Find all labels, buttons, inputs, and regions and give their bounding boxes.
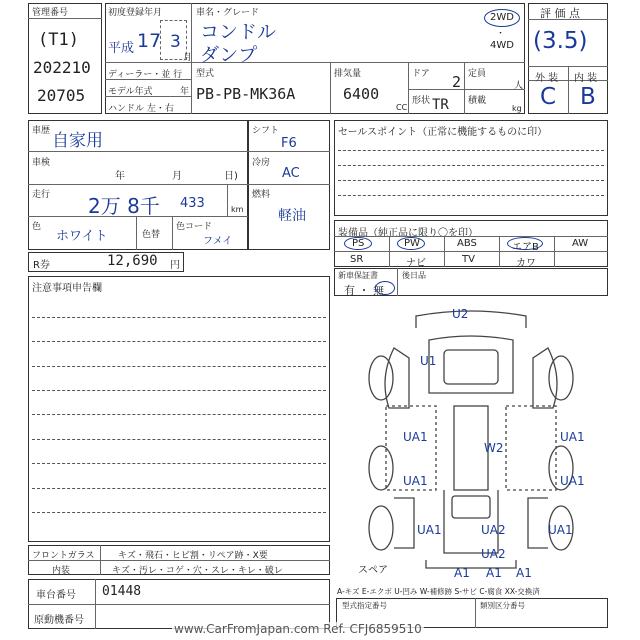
- mark-a1-3: A1: [516, 566, 532, 580]
- ps-circle: [344, 237, 372, 250]
- first-reg-month: 3: [170, 32, 181, 52]
- interior-grade: B: [580, 84, 596, 110]
- color-code: フメイ: [203, 236, 233, 247]
- equip-abs: ABS: [457, 238, 477, 249]
- rear-window: [452, 496, 490, 518]
- mark-ua1-right-1: UA1: [560, 430, 585, 444]
- drive-dot: ・: [496, 29, 506, 39]
- displacement-label: 排気量: [334, 69, 362, 79]
- mark-u2-top: U2: [452, 307, 469, 321]
- reg-type: 自家用: [52, 131, 103, 151]
- chassis-number: 01448: [102, 584, 142, 599]
- model-label: 型式: [196, 69, 215, 79]
- cc-unit: CC: [396, 103, 408, 112]
- mark-ua1-right-2: UA1: [560, 474, 585, 488]
- front-glass-options: キズ・飛石・ヒビ割・リペア跡・X要: [118, 551, 268, 561]
- sales-point-label: セールスポイント（正常に機能するものに印）: [338, 127, 548, 138]
- mark-a1-2: A1: [486, 566, 502, 580]
- doors: 2: [452, 73, 462, 91]
- shift-label: シフト: [252, 126, 280, 136]
- car-name-label: 車名・グレード: [196, 8, 260, 18]
- mark-w2: W2: [484, 441, 504, 455]
- equip-navi: ナビ: [406, 258, 426, 269]
- ac: AC: [282, 166, 300, 181]
- km-unit: km: [231, 205, 244, 214]
- equip-tv: TV: [462, 254, 475, 265]
- left-front-fender: [385, 348, 409, 408]
- auction-date: 202210: [33, 58, 91, 77]
- car-name-line2: ダンプ: [200, 44, 258, 66]
- front-bumper-outline: [416, 311, 526, 328]
- mileage-small: 433: [180, 196, 205, 211]
- windshield-outline: [444, 350, 498, 384]
- interior-cond-label: 内装: [52, 566, 71, 576]
- dealer-label: ディーラー・並 行: [108, 70, 183, 80]
- fuel: 軽油: [278, 208, 306, 224]
- interior-label: 内 装: [574, 73, 598, 84]
- spare-label: スペア: [358, 565, 388, 576]
- notes-box: [28, 276, 330, 542]
- damage-legend: A-キズ E-エクボ U-凹み W-補修跡 S-サビ C-腐食 XX-交換済: [337, 587, 540, 596]
- handle-label: ハンドル 左・右: [108, 104, 174, 114]
- rating-score: (3.5): [533, 28, 588, 54]
- equip-sr: SR: [350, 254, 364, 265]
- month-unit: 月: [183, 53, 193, 63]
- rear-bumper-outline: [426, 560, 516, 568]
- left-rear-wheel-2: [369, 506, 393, 550]
- warranty-label: 新車保証書: [338, 271, 378, 280]
- rating-label: 評 価 点: [540, 7, 580, 20]
- category-label: 類別区分番号: [480, 601, 525, 610]
- equip-airbag: エアB: [512, 242, 539, 253]
- recycle-amount: 12,690: [107, 253, 158, 269]
- mark-ua1-left-1: UA1: [403, 430, 428, 444]
- door-label: ドア: [412, 69, 430, 79]
- warranty-value: 有 ・ 無: [344, 284, 384, 297]
- lot-prefix: (T1): [38, 30, 79, 50]
- lot-number: 20705: [37, 86, 86, 105]
- equip-ps: PS: [352, 238, 365, 249]
- engine-label: 原動機番号: [34, 615, 84, 626]
- recycle-unit: 円: [170, 260, 180, 271]
- airbag-circle: [507, 237, 543, 250]
- ac-label: 冷房: [252, 158, 271, 168]
- kg-unit: kg: [512, 104, 522, 113]
- notes-label: 注意事項申告欄: [32, 283, 102, 294]
- mileage: 2万 8千: [88, 194, 160, 218]
- right-rear-side: [528, 498, 548, 548]
- dump-bed-outline: [454, 406, 488, 490]
- recycle-box: [28, 252, 184, 272]
- displacement: 6400: [343, 85, 380, 103]
- mark-u1: U1: [420, 354, 437, 368]
- color-change-label: 色替: [142, 230, 161, 240]
- car-name-line1: コンドル: [200, 21, 277, 43]
- model-code: PB-PB-MK36A: [196, 85, 296, 103]
- equip-aw: AW: [572, 238, 589, 249]
- watermark: www.CarFromJapan.com Ref. CFJ6859510: [174, 622, 422, 636]
- shape-label: 形状: [412, 96, 431, 106]
- model-year-label: モデル年式: [108, 87, 153, 97]
- right-bed-side: [506, 406, 556, 490]
- recycle-label: R券: [33, 260, 50, 271]
- front-glass-label: フロントガラス: [32, 551, 95, 561]
- chassis-label: 車台番号: [36, 590, 76, 601]
- color-code-label: 色コード: [176, 222, 213, 232]
- era: 平成: [108, 41, 135, 56]
- equipment-label: 装備品（純正品に限り〇を印）: [338, 228, 478, 239]
- interior-cond-options: キズ・汚レ・コゲ・穴・スレ・キレ・破レ: [112, 566, 283, 576]
- mgmt-label: 管理番号: [32, 8, 69, 18]
- inspection-month-unit: 月: [172, 171, 182, 182]
- color-label: 色: [32, 222, 42, 232]
- first-reg-label: 初度登録年月: [108, 8, 163, 18]
- shape: TR: [432, 97, 449, 113]
- right-front-fender: [533, 348, 557, 408]
- shift: F6: [281, 136, 297, 151]
- fuel-label: 燃料: [252, 190, 271, 200]
- exterior-grade: C: [540, 84, 557, 110]
- reg-type-label: 車歴: [32, 126, 51, 136]
- designation-label: 型式指定番号: [342, 601, 387, 610]
- mark-ua1-right-3: UA1: [548, 523, 573, 537]
- left-front-wheel: [369, 356, 393, 400]
- capacity-label: 定員: [468, 69, 487, 79]
- mark-ua2-2: UA2: [481, 547, 506, 561]
- equip-pw: PW: [404, 238, 420, 249]
- mark-a1-1: A1: [454, 566, 470, 580]
- pw-circle: [397, 237, 425, 250]
- warranty-none-circle: [375, 281, 395, 295]
- inspection-label: 車検: [32, 158, 51, 168]
- load-label: 積載: [468, 96, 487, 106]
- drive-2wd: 2WD: [490, 12, 514, 23]
- right-front-wheel: [549, 356, 573, 400]
- left-rear-wheel: [369, 446, 393, 490]
- color: ホワイト: [56, 229, 108, 244]
- inspection-day-unit: 日): [224, 171, 238, 182]
- model-year-unit: 年: [180, 87, 190, 97]
- mark-ua1-left-2: UA1: [403, 474, 428, 488]
- drive-4wd: 4WD: [490, 40, 514, 51]
- mileage-label: 走行: [32, 190, 51, 200]
- first-reg-year: 17: [137, 30, 162, 52]
- equip-leather: カワ: [516, 258, 536, 269]
- person-unit: 人: [514, 81, 524, 91]
- back-order-label: 後日品: [402, 271, 426, 280]
- left-rear-side: [394, 498, 414, 548]
- mark-ua2-1: UA2: [481, 523, 506, 537]
- inspection-year-unit: 年: [115, 171, 125, 182]
- mark-ua1-left-3: UA1: [417, 523, 442, 537]
- exterior-label: 外 装: [535, 73, 559, 84]
